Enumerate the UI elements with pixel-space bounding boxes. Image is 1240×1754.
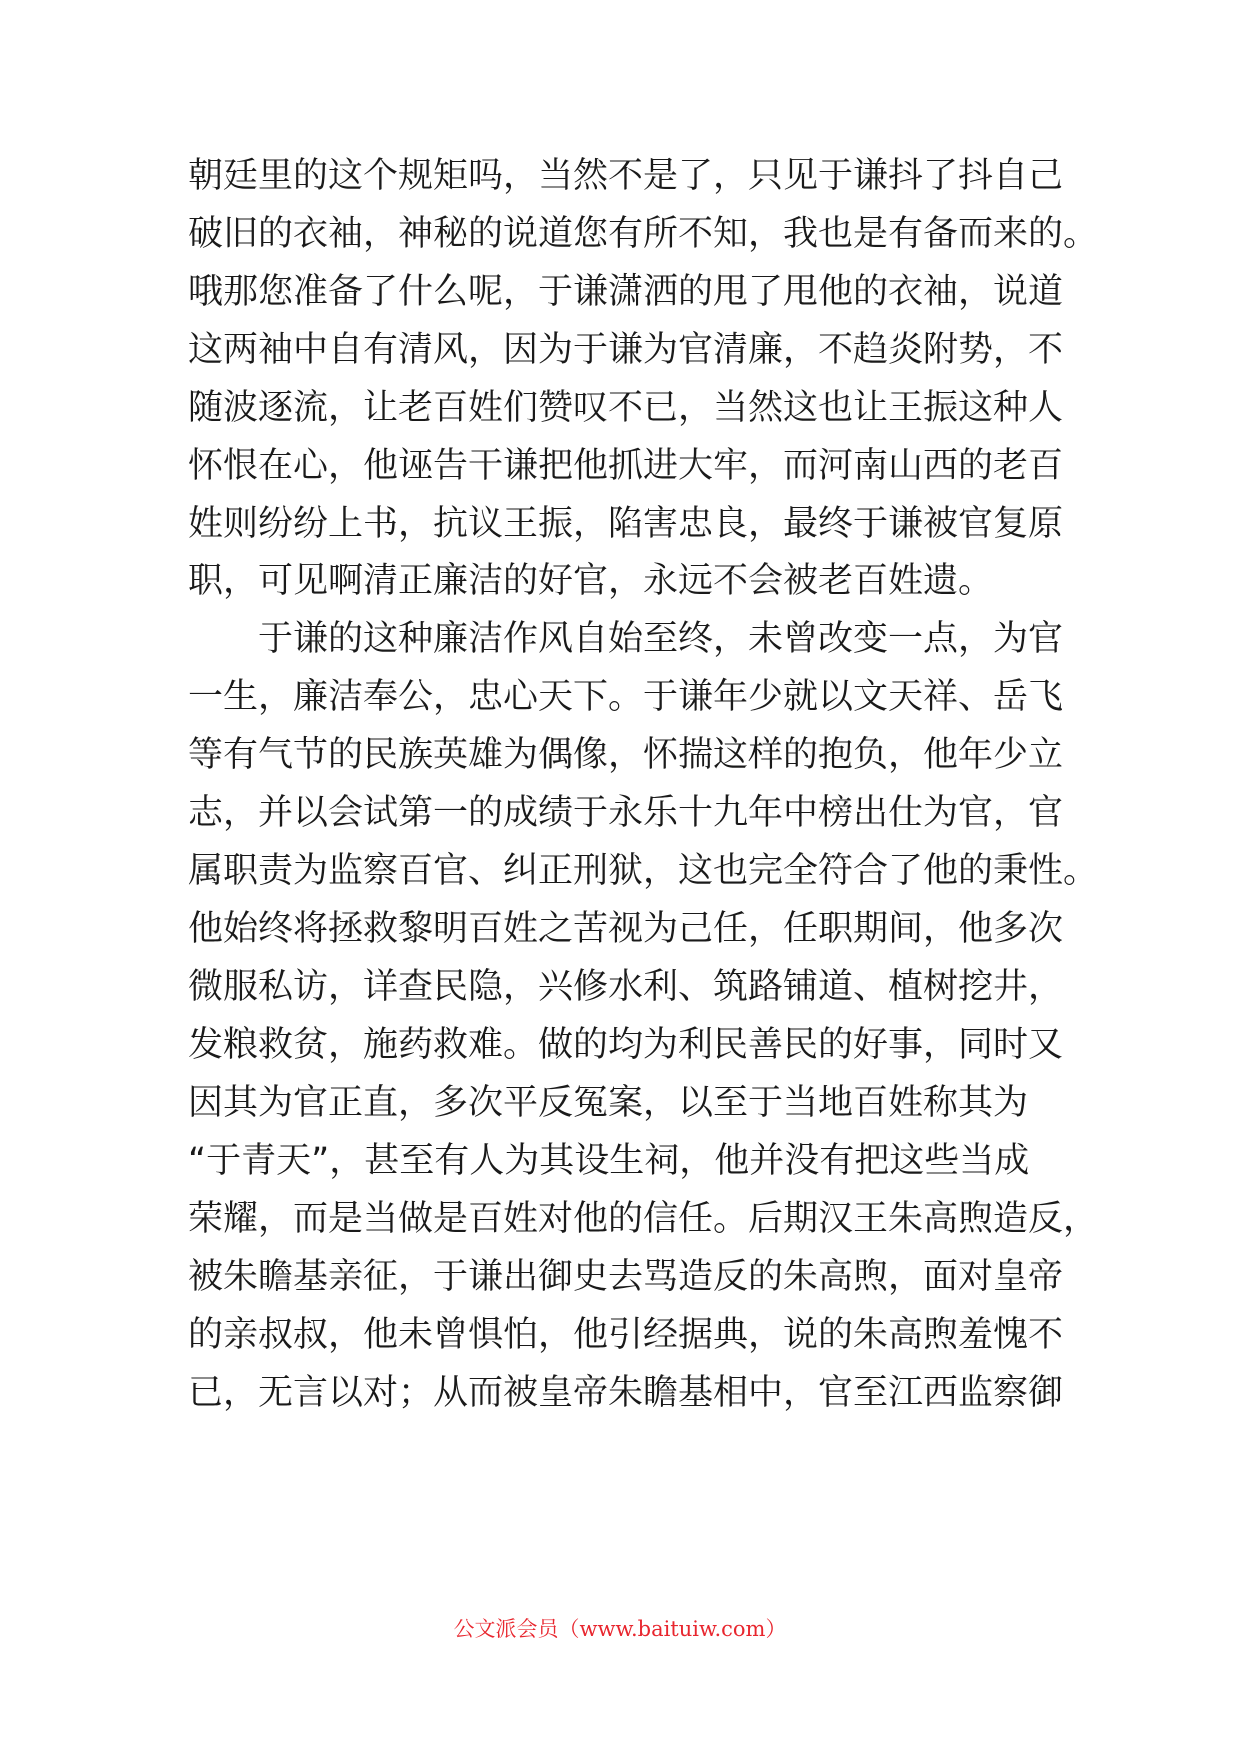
text-line: 荣耀，而是当做是百姓对他的信任。后期汉王朱高煦造反， [188, 1199, 1099, 1239]
text-line: 哦那您准备了什么呢，于谦潇洒的甩了甩他的衣袖，说道 [188, 272, 1064, 312]
text-line: 已，无言以对；从而被皇帝朱瞻基相中，官至江西监察御 [188, 1373, 1064, 1413]
text-line: 等有气节的民族英雄为偶像，怀揣这样的抱负，他年少立 [188, 735, 1064, 775]
footer-watermark: 公文派会员（www.baituiw.com） [453, 1617, 787, 1641]
paragraph-first-line: 于谦的这种廉洁作风自始至终，未曾改变一点，为官 [258, 619, 1064, 659]
text-line: 被朱瞻基亲征，于谦出御史去骂造反的朱高煦，面对皇帝 [188, 1257, 1064, 1297]
text-line: 微服私访，详查民隐，兴修水利、筑路铺道、植树挖井， [188, 967, 1064, 1007]
text-line: 志，并以会试第一的成绩于永乐十九年中榜出仕为官，官 [188, 793, 1064, 833]
text-line: 发粮救贫，施药救难。做的均为利民善民的好事，同时又 [188, 1025, 1064, 1065]
text-line: 这两袖中自有清风，因为于谦为官清廉，不趋炎附势，不 [188, 330, 1064, 370]
text-line: 破旧的衣袖，神秘的说道您有所不知，我也是有备而来的。 [188, 214, 1099, 254]
text-line: “于青天”，甚至有人为其设生祠，他并没有把这些当成 [188, 1141, 1030, 1181]
text-line: 姓则纷纷上书，抗议王振，陷害忠良，最终于谦被官复原 [188, 504, 1064, 544]
text-line: 的亲叔叔，他未曾惧怕，他引经据典，说的朱高煦羞愧不 [188, 1315, 1064, 1355]
text-line: 职，可见啊清正廉洁的好官，永远不会被老百姓遗。 [188, 561, 994, 601]
text-line: 他始终将拯救黎明百姓之苦视为己任，任职期间，他多次 [188, 909, 1064, 949]
text-line: 一生，廉洁奉公，忠心天下。于谦年少就以文天祥、岳飞 [188, 677, 1064, 717]
text-line: 随波逐流，让老百姓们赞叹不已，当然这也让王振这种人 [188, 388, 1064, 428]
text-line: 怀恨在心，他诬告干谦把他抓进大牢，而河南山西的老百 [188, 446, 1064, 486]
text-line: 属职责为监察百官、纠正刑狱，这也完全符合了他的秉性。 [188, 851, 1099, 891]
text-line: 朝廷里的这个规矩吗，当然不是了，只见于谦抖了抖自己 [188, 156, 1064, 196]
text-line: 因其为官正直，多次平反冤案，以至于当地百姓称其为 [188, 1083, 1029, 1123]
